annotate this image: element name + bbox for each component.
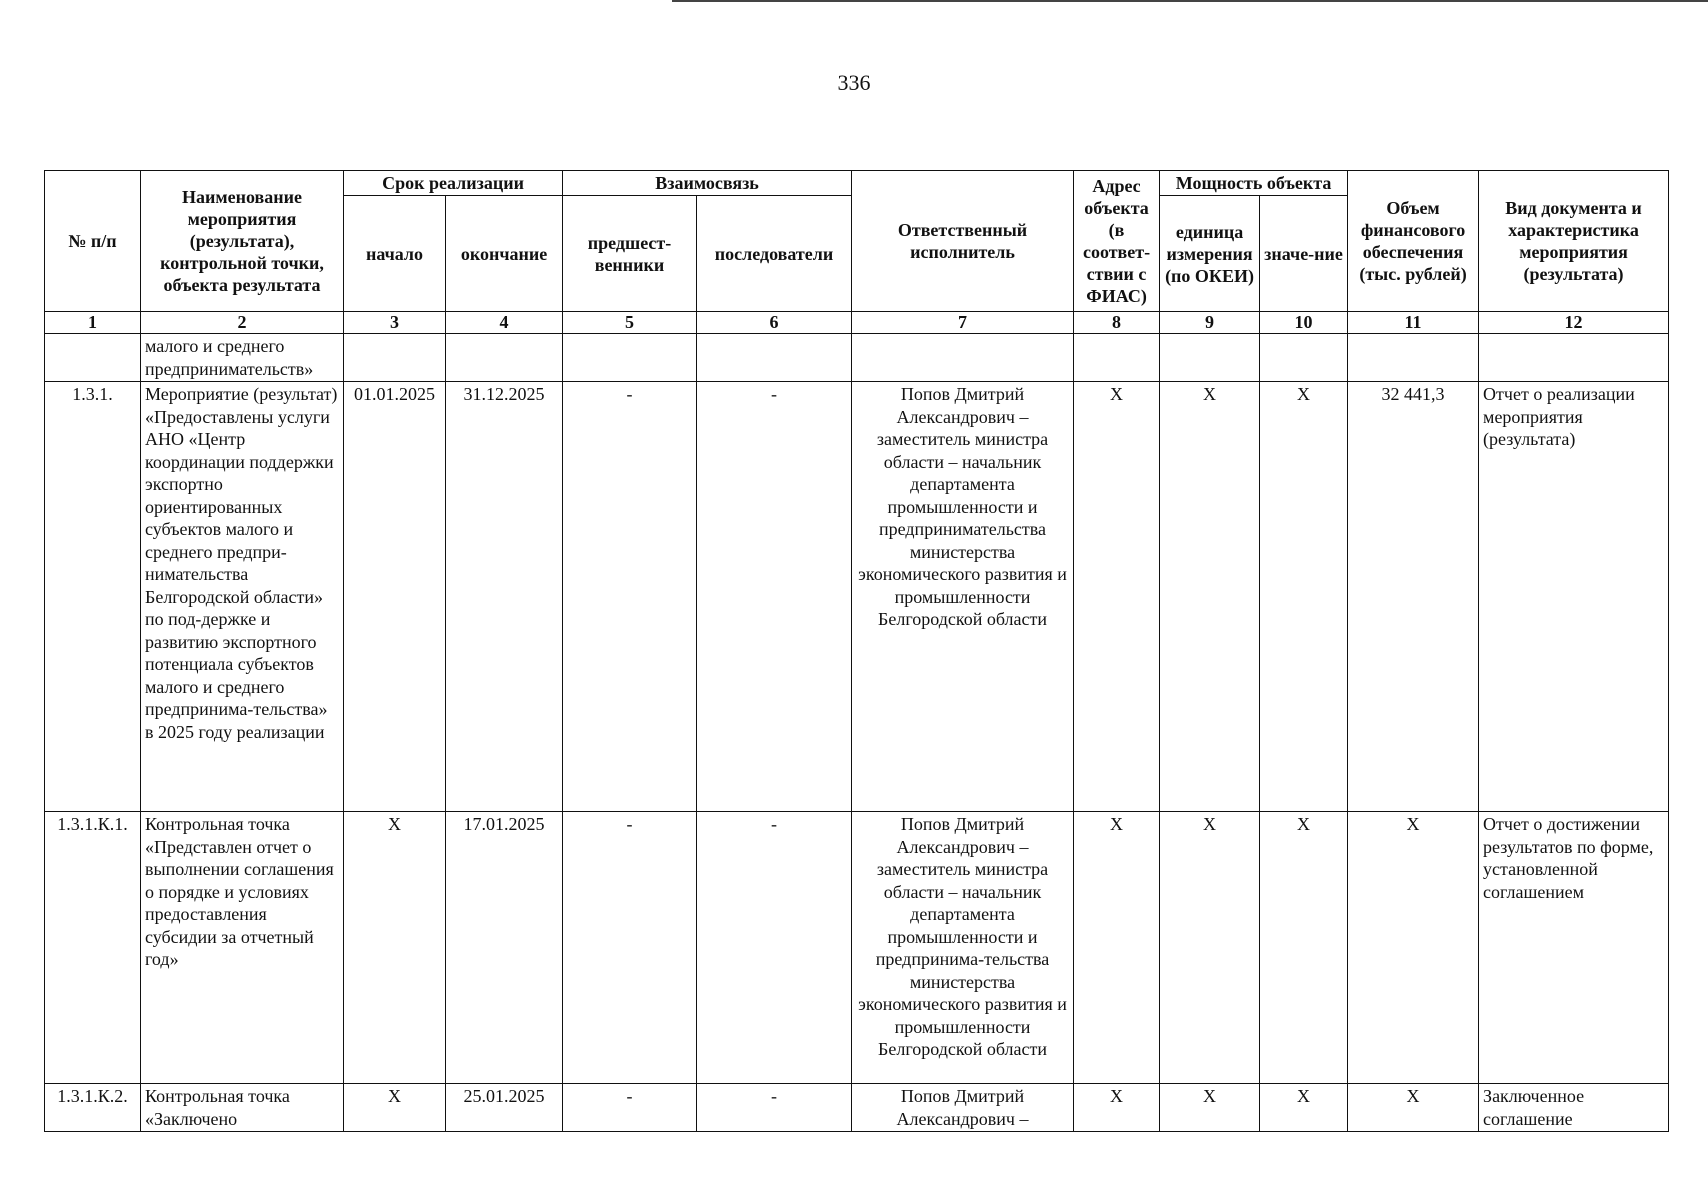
row-address: X (1074, 382, 1160, 812)
row-start: X (344, 1084, 446, 1132)
row-finance: 32 441,3 (1348, 382, 1479, 812)
top-rule (672, 0, 1708, 2)
header-address: Адрес объекта (в соответ-ствии с ФИАС) (1074, 171, 1160, 312)
row-doc: Отчет о реализации мероприятия (результата) (1479, 382, 1669, 812)
row-name: Мероприятие (результат) «Предоставлены услуги АНО «Центр координации поддержки экспортно ориентированных субъектов малого и среднего предпри-нимательства Белгородской области» по под-держке и развитию экспортного потенциала субъектов малого и среднего предпринима-тельства» в 2025 году реализации (141, 382, 344, 812)
row-doc (1479, 334, 1669, 382)
row-start (344, 334, 446, 382)
col-number: 11 (1348, 312, 1479, 334)
row-end: 17.01.2025 (446, 812, 563, 1084)
col-number: 7 (852, 312, 1074, 334)
header-successors: последователи (697, 196, 852, 312)
header-row-1 (45, 171, 1669, 196)
row-responsible (852, 334, 1074, 382)
row-value (1260, 334, 1348, 382)
header-term-group: Срок реализации (344, 171, 563, 196)
row-start: X (344, 812, 446, 1084)
row-doc: Заключенное соглашение (1479, 1084, 1669, 1132)
header-responsible: Ответственный исполнитель (852, 171, 1074, 312)
table-row (45, 382, 1669, 812)
row-predecessors (563, 334, 697, 382)
row-address: X (1074, 1084, 1160, 1132)
row-num: 1.3.1. (45, 382, 141, 812)
table-row (45, 334, 1669, 382)
header-finance: Объем финансового обеспечения (тыс. рублей) (1348, 171, 1479, 312)
column-numbers-row (45, 312, 1669, 334)
row-end (446, 334, 563, 382)
row-unit: X (1160, 1084, 1260, 1132)
row-predecessors: - (563, 1084, 697, 1132)
row-num: 1.3.1.К.1. (45, 812, 141, 1084)
row-finance: X (1348, 812, 1479, 1084)
col-number: 5 (563, 312, 697, 334)
row-num (45, 334, 141, 382)
row-successors: - (697, 812, 852, 1084)
row-predecessors: - (563, 382, 697, 812)
row-end: 31.12.2025 (446, 382, 563, 812)
col-number: 1 (45, 312, 141, 334)
row-unit: X (1160, 812, 1260, 1084)
header-num: № п/п (45, 171, 141, 312)
row-name: малого и среднего предпринимательств» (141, 334, 344, 382)
header-value: значе-ние (1260, 196, 1348, 312)
header-start: начало (344, 196, 446, 312)
header-unit: единица измерения (по ОКЕИ) (1160, 196, 1260, 312)
col-number: 4 (446, 312, 563, 334)
col-number: 2 (141, 312, 344, 334)
header-predecessors: предшест-венники (563, 196, 697, 312)
row-value: X (1260, 382, 1348, 812)
row-address: X (1074, 812, 1160, 1084)
row-doc: Отчет о достижении результатов по форме, установленной соглашением (1479, 812, 1669, 1084)
header-link-group: Взаимосвязь (563, 171, 852, 196)
row-unit (1160, 334, 1260, 382)
row-unit: X (1160, 382, 1260, 812)
table-row (45, 1084, 1669, 1132)
header-name: Наименование мероприятия (результата), контрольной точки, объекта результата (141, 171, 344, 312)
row-start: 01.01.2025 (344, 382, 446, 812)
plan-table (44, 170, 1669, 1132)
row-name: Контрольная точка «Представлен отчет о выполнении соглашения о порядке и условиях предоставления субсидии за отчетный год» (141, 812, 344, 1084)
header-doc: Вид документа и характеристика мероприятия (результата) (1479, 171, 1669, 312)
row-num: 1.3.1.К.2. (45, 1084, 141, 1132)
header-capacity-group: Мощность объекта (1160, 171, 1348, 196)
row-successors (697, 334, 852, 382)
row-responsible: Попов Дмитрий Александрович – заместитель министра области – начальник департамента промышленности и предпринимательства министерства экономического развития и промышленности Белгородской области (852, 382, 1074, 812)
row-finance (1348, 334, 1479, 382)
row-successors: - (697, 1084, 852, 1132)
row-address (1074, 334, 1160, 382)
row-value: X (1260, 812, 1348, 1084)
col-number: 10 (1260, 312, 1348, 334)
table-row (45, 812, 1669, 1084)
header-end: окончание (446, 196, 563, 312)
page-number: 336 (837, 70, 871, 95)
row-responsible: Попов Дмитрий Александрович – заместитель министра области – начальник департамента промышленности и предпринима-тельства министерства экономического развития и промышленности Белгородской области (852, 812, 1074, 1084)
col-number: 12 (1479, 312, 1669, 334)
row-successors: - (697, 382, 852, 812)
col-number: 8 (1074, 312, 1160, 334)
row-end: 25.01.2025 (446, 1084, 563, 1132)
col-number: 6 (697, 312, 852, 334)
col-number: 3 (344, 312, 446, 334)
row-finance: X (1348, 1084, 1479, 1132)
row-value: X (1260, 1084, 1348, 1132)
row-responsible: Попов Дмитрий Александрович – (852, 1084, 1074, 1132)
row-predecessors: - (563, 812, 697, 1084)
col-number: 9 (1160, 312, 1260, 334)
row-name: Контрольная точка «Заключено (141, 1084, 344, 1132)
